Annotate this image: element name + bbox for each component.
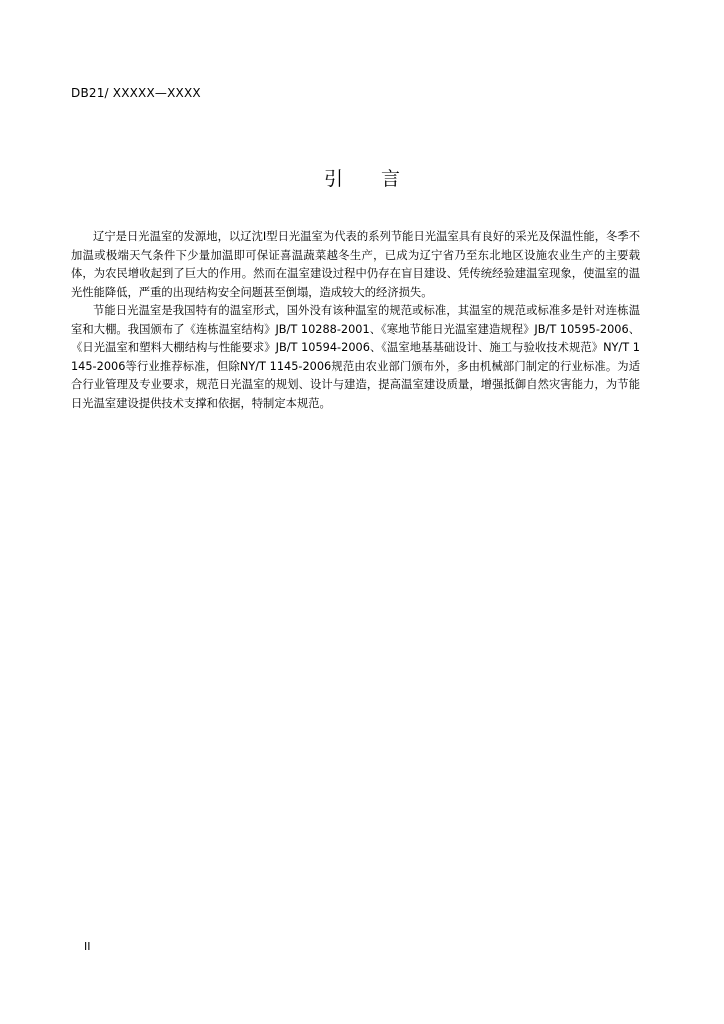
- page-number: II: [84, 940, 91, 953]
- paragraph: 辽宁是日光温室的发源地，以辽沈Ⅰ型日光温室为代表的系列节能日光温室具有良好的采光及保温性能，冬季不加温或极端天气条件下少量加温即可保证喜温蔬菜越冬生产，已成为辽宁省乃至东北地区设施农业生产的主要载体，为农民增收起到了巨大的作用。然而在温室建设过程中仍存在盲目建设、凭传统经验建温室现象，使温室的温光性能降低，严重的出现结构安全问题甚至倒塌，造成较大的经济损失。: [71, 230, 640, 299]
- paragraph: 节能日光温室是我国特有的温室形式，国外没有该种温室的规范或标准，其温室的规范或标准多是针对连栋温室和大棚。我国颁布了《连栋温室结构》JB/T 10288-2001、《寒地节能日光温室建造规程》JB/T 10595-2006、《日光温室和塑料大棚结构与性能要求》JB/T 10594-2006、《温室地基基础设计、施工与验收技术规范》NY/T 1145-2006等行业推荐标准，但除NY/T 1145-2006规范由农业部门颁布外，多由机械部门制定的行业标准。为适合行业管理及专业要求，规范日光温室的规划、设计与建造，提高温室建设质量，增强抵御自然灾害能力，为节能日光温室建设提供技术支撑和依据，特制定本规范。: [71, 304, 640, 410]
- page-title: 引言: [323, 168, 438, 190]
- introduction-body: [71, 228, 640, 413]
- document-code: DB21/ XXXXX—XXXX: [71, 86, 201, 100]
